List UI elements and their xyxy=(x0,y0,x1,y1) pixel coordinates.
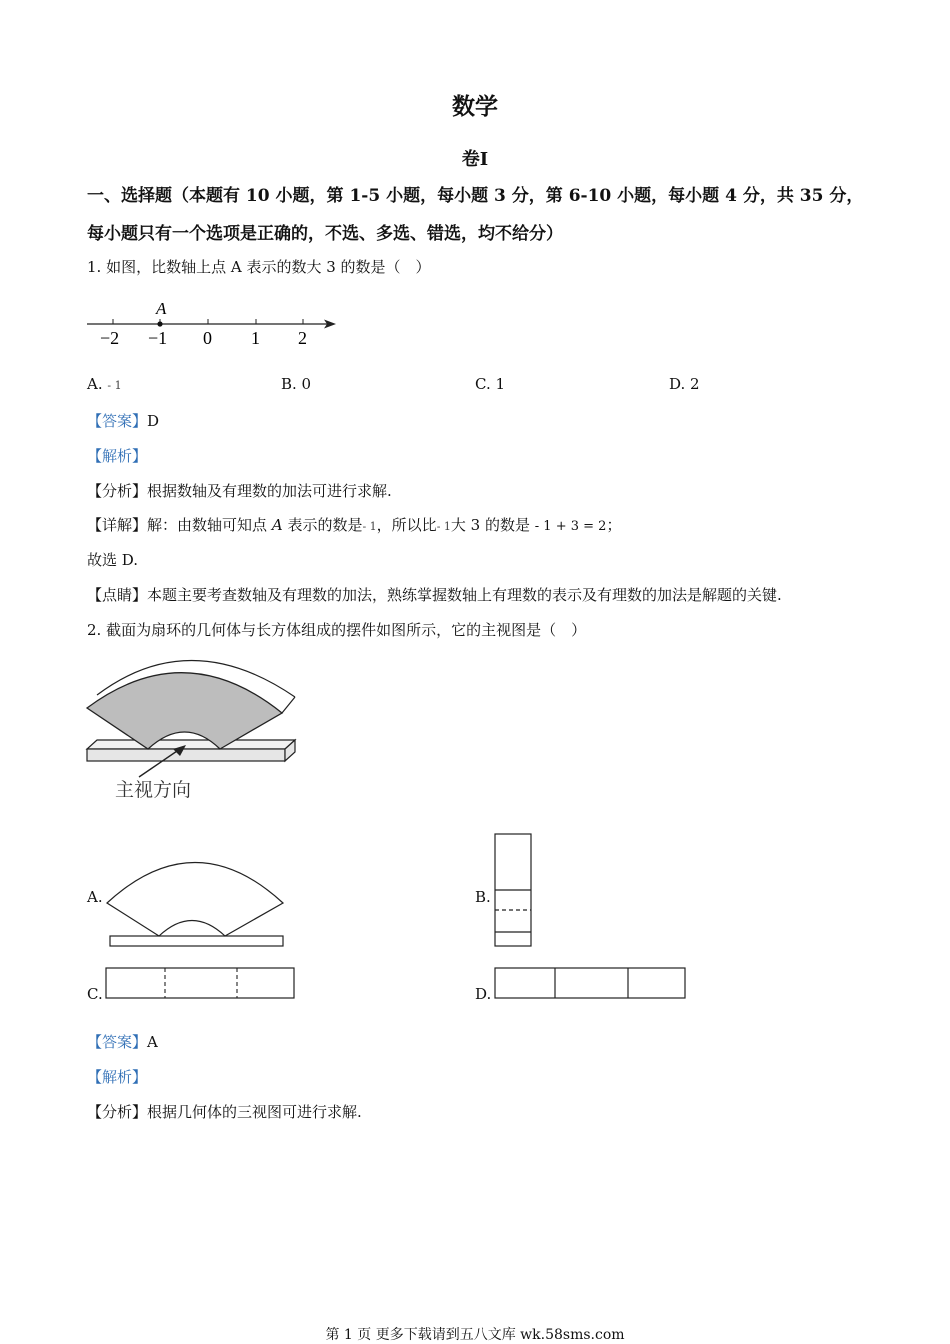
question-1-stem: 1. 如图，比数轴上点 A 表示的数大 3 的数是（ ） xyxy=(87,258,431,276)
xiangjie-text: ，所以比 xyxy=(376,516,437,534)
tick-label: 2 xyxy=(298,328,307,348)
fenxi-tag: 【分析】 xyxy=(87,1103,148,1121)
section-text: 6-10 xyxy=(568,186,612,206)
section-text: 一、选择题（本题有 xyxy=(87,186,240,206)
option-a-label: A. xyxy=(87,375,103,393)
xiangjie-text: 表示的数是 xyxy=(287,516,363,534)
section-text: 小题，每小题 xyxy=(386,186,489,206)
top-rect xyxy=(106,968,294,998)
tick-label: 1 xyxy=(251,328,260,348)
xiangjie-text: 大 3 的数是 xyxy=(450,516,530,534)
answer-tag: 【答案】 xyxy=(87,412,148,430)
number-line-figure xyxy=(85,295,345,355)
answer-line-q1 xyxy=(87,410,159,431)
q2-option-c-label: C. xyxy=(87,985,103,1003)
base-outline xyxy=(110,936,283,946)
section-text: 分，第 xyxy=(511,186,563,206)
fan-edge xyxy=(282,697,295,713)
option-a xyxy=(87,375,122,393)
q2-option-a-label: A. xyxy=(87,888,103,906)
xiangjie-text: 解：由数轴可知点 xyxy=(147,516,268,534)
q2-option-a-figure xyxy=(105,850,290,950)
view-direction-label: 主视方向 xyxy=(115,779,192,801)
option-d: D. 2 xyxy=(669,375,700,393)
section-text: 10 xyxy=(245,186,270,206)
xiangjie-num: - 1 xyxy=(362,520,377,533)
answer-line-q2 xyxy=(87,1031,158,1052)
xiangjie-text: ； xyxy=(606,516,622,534)
fenxi-line-q1 xyxy=(87,480,392,501)
tick-label: −2 xyxy=(100,328,120,348)
dianjing-line-q1 xyxy=(87,584,782,605)
fan-ornament-figure xyxy=(85,645,300,805)
q2-option-d-figure xyxy=(494,967,688,1001)
guxuan-q1: 故选 D. xyxy=(87,551,139,569)
answer-value: A xyxy=(147,1033,158,1051)
section-text: 小题，每小题 xyxy=(617,186,720,206)
section-text: 1-5 xyxy=(349,186,381,206)
tick-label: 0 xyxy=(203,328,212,348)
analysis-tag-q2: 【解析】 xyxy=(87,1068,148,1086)
q2-option-b-figure xyxy=(494,833,534,949)
option-a-value: - 1 xyxy=(107,379,122,392)
section-text: 4 xyxy=(725,186,737,206)
section-subtitle: 卷Ⅰ xyxy=(461,149,489,170)
option-b: B. 0 xyxy=(281,375,312,393)
answer-tag: 【答案】 xyxy=(87,1033,148,1051)
base-top-face xyxy=(87,740,295,749)
tick-label: −1 xyxy=(148,328,168,348)
top-rect xyxy=(495,968,685,998)
xiangjie-tag: 【详解】 xyxy=(87,516,148,534)
q2-option-d-label: D. xyxy=(475,985,492,1003)
fenxi-text: 根据几何体的三视图可进行求解. xyxy=(147,1103,362,1121)
section-header-line-1 xyxy=(87,181,863,206)
section-text: 35 xyxy=(799,186,824,206)
xiangjie-var: A xyxy=(271,516,283,534)
section-header-line-2: 每小题只有一个选项是正确的，不选、多选、错选，均不给分） xyxy=(87,224,563,244)
section-text: 分，共 xyxy=(742,186,794,206)
section-text: 小题，第 xyxy=(275,186,344,206)
answer-value: D xyxy=(147,412,160,430)
dianjing-tag: 【点睛】 xyxy=(87,586,148,604)
xiangjie-line-q1 xyxy=(87,514,621,535)
point-a-dot xyxy=(157,321,162,326)
page-footer: 第 1 页 更多下载请到五八文库 wk.58sms.com xyxy=(325,1327,625,1343)
q2-option-c-figure xyxy=(105,967,297,1001)
dianjing-text: 本题主要考查数轴及有理数的加法，熟练掌握数轴上有理数的表示及有理数的加法是解题的关键. xyxy=(147,586,782,604)
q2-option-b-label: B. xyxy=(475,888,491,906)
fenxi-tag: 【分析】 xyxy=(87,482,148,500)
fenxi-text: 根据数轴及有理数的加法可进行求解. xyxy=(147,482,392,500)
base-front-face xyxy=(87,749,285,761)
analysis-tag-q1: 【解析】 xyxy=(87,447,148,465)
section-text: 分， xyxy=(829,186,864,206)
fenxi-line-q2 xyxy=(87,1101,362,1122)
point-a-label: A xyxy=(156,299,167,318)
xiangjie-equation: - 1 + 3 = 2 xyxy=(534,519,607,534)
section-text: 3 xyxy=(494,186,506,206)
fan-front-face xyxy=(87,673,282,749)
question-2-stem: 2. 截面为扇环的几何体与长方体组成的摆件如图所示，它的主视图是（ ） xyxy=(87,621,587,639)
fan-outline xyxy=(107,863,283,937)
page-title: 数学 xyxy=(452,93,498,120)
option-c: C. 1 xyxy=(475,375,506,393)
xiangjie-num: - 1 xyxy=(436,520,451,533)
